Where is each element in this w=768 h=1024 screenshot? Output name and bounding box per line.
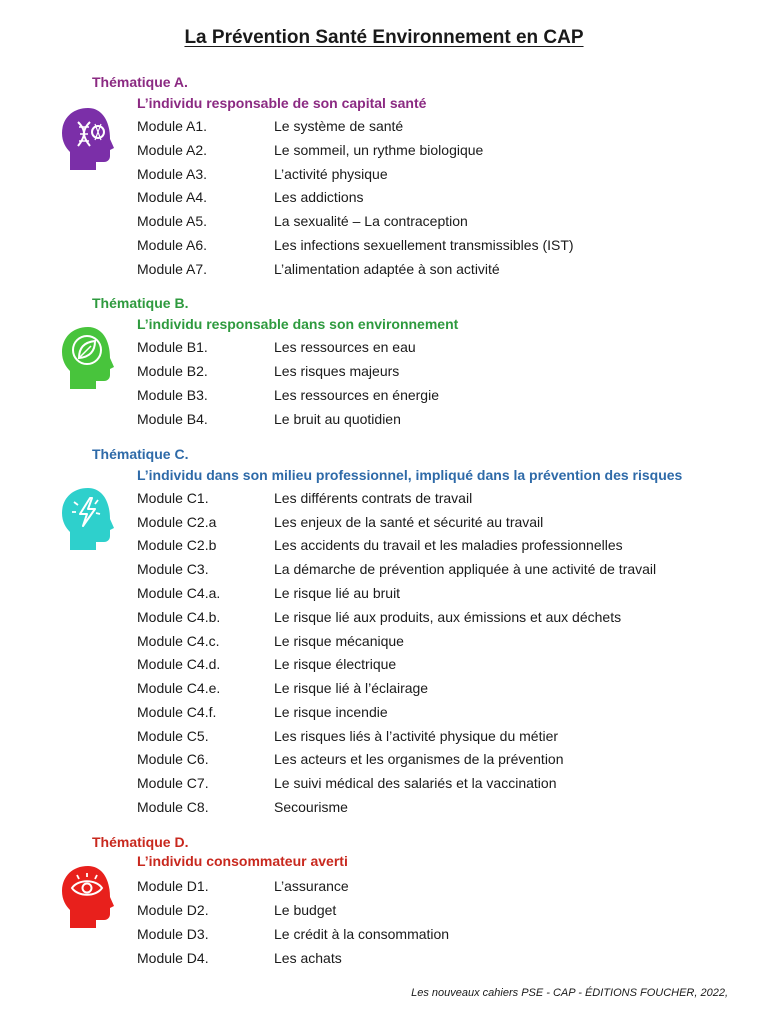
module-code: Module C3.: [137, 561, 209, 577]
module-code: Module D1.: [137, 878, 209, 894]
module-code: Module A1.: [137, 118, 208, 134]
module-name: Les accidents du travail et les maladies professionnelles: [274, 537, 623, 553]
module-code: Module C6.: [137, 751, 209, 767]
module-code: Module C4.d.: [137, 656, 221, 672]
module-name: Le suivi médical des salariés et la vaccination: [274, 775, 557, 791]
module-code: Module A6.: [137, 237, 208, 253]
module-name: Le risque incendie: [274, 704, 388, 720]
module-name: L’assurance: [274, 878, 349, 894]
theme-subtitle: L’individu dans son milieu professionnel, impliqué dans la prévention des risques: [137, 467, 683, 483]
module-name: Le système de santé: [274, 118, 404, 134]
module-name: Le risque électrique: [274, 656, 397, 672]
theme-subtitle: L’individu consommateur averti: [137, 853, 348, 869]
module-code: Module B3.: [137, 387, 208, 403]
module-code: Module C5.: [137, 728, 209, 744]
module-code: Module C4.f.: [137, 704, 217, 720]
module-name: Le risque lié à l’éclairage: [274, 680, 429, 696]
module-name: Le bruit au quotidien: [274, 411, 401, 427]
module-name: L’activité physique: [274, 166, 388, 182]
module-code: Module C4.a.: [137, 585, 221, 601]
module-name: Les différents contrats de travail: [274, 490, 473, 506]
module-name: Les achats: [274, 950, 342, 966]
module-code: Module A5.: [137, 213, 208, 229]
module-code: Module A3.: [137, 166, 208, 182]
head-lightning-icon: [60, 486, 116, 552]
module-code: Module A4.: [137, 189, 208, 205]
module-name: Les enjeux de la santé et sécurité au travail: [274, 514, 544, 530]
module-name: Les ressources en eau: [274, 339, 416, 355]
module-name: Les infections sexuellement transmissibles (IST): [274, 237, 574, 253]
theme-label: Thématique B.: [92, 295, 189, 311]
theme-subtitle: L’individu responsable dans son environnement: [137, 316, 459, 332]
module-name: L’alimentation adaptée à son activité: [274, 261, 500, 277]
module-code: Module A2.: [137, 142, 208, 158]
theme-subtitle: L’individu responsable de son capital santé: [137, 95, 427, 111]
theme-label: Thématique C.: [92, 446, 189, 462]
module-code: Module D4.: [137, 950, 209, 966]
module-code: Module C4.b.: [137, 609, 221, 625]
module-name: Le crédit à la consommation: [274, 926, 450, 942]
module-code: Module B4.: [137, 411, 208, 427]
module-code: Module D2.: [137, 902, 209, 918]
module-name: La démarche de prévention appliquée à une activité de travail: [274, 561, 657, 577]
module-code: Module C4.e.: [137, 680, 221, 696]
footer-credit: Les nouveaux cahiers PSE - CAP - ÉDITIONS FOUCHER, 2022,: [411, 987, 728, 999]
module-code: Module B2.: [137, 363, 208, 379]
module-name: Le budget: [274, 902, 337, 918]
theme-label: Thématique A.: [92, 74, 188, 90]
theme-label: Thématique D.: [92, 834, 189, 850]
module-name: Les ressources en énergie: [274, 387, 439, 403]
module-name: Le sommeil, un rythme biologique: [274, 142, 484, 158]
module-code: Module C1.: [137, 490, 209, 506]
head-eye-icon: [60, 864, 116, 930]
module-name: Le risque lié aux produits, aux émissions et aux déchets: [274, 609, 622, 625]
module-name: Secourisme: [274, 799, 348, 815]
module-name: Le risque mécanique: [274, 633, 404, 649]
module-code: Module D3.: [137, 926, 209, 942]
module-name: Les addictions: [274, 189, 364, 205]
module-name: La sexualité – La contraception: [274, 213, 468, 229]
head-leaf-icon: [60, 325, 116, 391]
page-title: La Prévention Santé Environnement en CAP: [184, 27, 584, 48]
module-code: Module C2.b: [137, 537, 217, 553]
head-dna-icon: [60, 106, 116, 172]
module-code: Module C4.c.: [137, 633, 220, 649]
module-code: Module B1.: [137, 339, 208, 355]
module-name: Les risques liés à l’activité physique du métier: [274, 728, 559, 744]
module-name: Le risque lié au bruit: [274, 585, 401, 601]
module-name: Les acteurs et les organismes de la prévention: [274, 751, 564, 767]
module-code: Module C7.: [137, 775, 209, 791]
module-code: Module A7.: [137, 261, 208, 277]
module-code: Module C8.: [137, 799, 209, 815]
module-name: Les risques majeurs: [274, 363, 400, 379]
module-code: Module C2.a: [137, 514, 217, 530]
